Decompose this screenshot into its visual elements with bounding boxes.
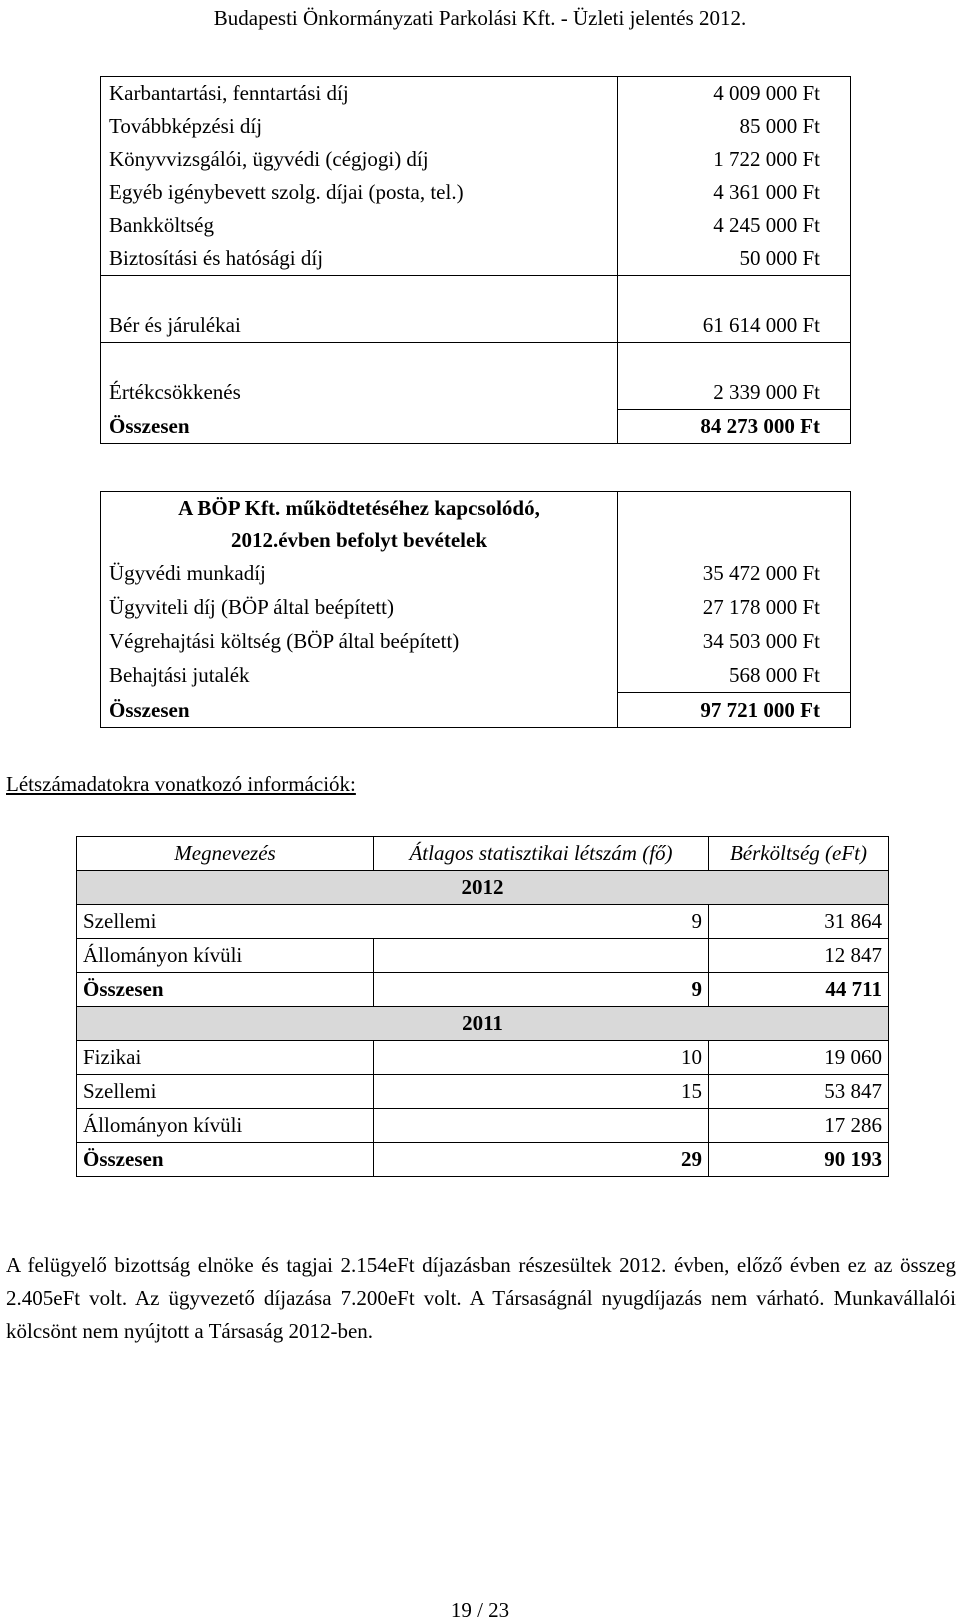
headcount-cost: 31 864 (709, 905, 889, 939)
revenues-table (100, 491, 851, 728)
column-header: Megnevezés (77, 837, 374, 871)
costs-total-value: 84 273 000 Ft (618, 410, 851, 444)
year-row (77, 871, 889, 905)
headcount-count: 9 (374, 973, 709, 1007)
headcount-cost: 53 847 (709, 1075, 889, 1109)
table-row (101, 376, 851, 410)
year-row (77, 1007, 889, 1041)
table-row (101, 658, 851, 693)
revenues-title (101, 492, 618, 557)
cost-label: Egyéb igénybevett szolg. díjai (posta, tel.) (101, 176, 618, 209)
headcount-count: 10 (374, 1041, 709, 1075)
headcount-cost: 44 711 (709, 973, 889, 1007)
cost-value: 4 009 000 Ft (618, 77, 851, 111)
table-row (101, 556, 851, 590)
table-row (77, 905, 889, 939)
costs-table (100, 76, 851, 444)
cost-value: 4 361 000 Ft (618, 176, 851, 209)
costs-total-label: Összesen (101, 410, 618, 444)
year-label: 2011 (77, 1007, 889, 1041)
column-header: Bérköltség (eFt) (709, 837, 889, 871)
revenue-value: 35 472 000 Ft (618, 556, 851, 590)
table-row (77, 1075, 889, 1109)
revenue-label: Behajtási jutalék (101, 658, 618, 693)
revenues-total-label: Összesen (101, 693, 618, 728)
revenue-label: Ügyvédi munkadíj (101, 556, 618, 590)
depreciation-label: Értékcsökkenés (101, 376, 618, 410)
revenue-value: 568 000 Ft (618, 658, 851, 693)
revenues-total-value: 97 721 000 Ft (618, 693, 851, 728)
headcount-section-title: Létszámadatokra vonatkozó információk: (6, 772, 356, 796)
headcount-name: Összesen (77, 973, 374, 1007)
cost-value: 50 000 Ft (618, 242, 851, 276)
headcount-name: Szellemi (77, 905, 374, 939)
table-row (101, 242, 851, 276)
cost-label: Biztosítási és hatósági díj (101, 242, 618, 276)
cost-label: Karbantartási, fenntartási díj (101, 77, 618, 111)
table-row (77, 1143, 889, 1177)
revenue-label: Végrehajtási költség (BÖP által beépített) (101, 624, 618, 658)
headcount-name: Fizikai (77, 1041, 374, 1075)
headcount-name: Összesen (77, 1143, 374, 1177)
headcount-count: 15 (374, 1075, 709, 1109)
cost-value: 85 000 Ft (618, 110, 851, 143)
empty-cell (618, 343, 851, 377)
empty-cell (101, 343, 618, 377)
revenue-value: 34 503 000 Ft (618, 624, 851, 658)
table-row (77, 939, 889, 973)
cost-label: Bankköltség (101, 209, 618, 242)
cost-label: Továbbképzési díj (101, 110, 618, 143)
headcount-table (76, 836, 889, 1177)
cost-value: 4 245 000 Ft (618, 209, 851, 242)
headcount-cost: 12 847 (709, 939, 889, 973)
revenue-value: 27 178 000 Ft (618, 590, 851, 624)
table-row (77, 973, 889, 1007)
table-row (101, 624, 851, 658)
table-row (77, 1041, 889, 1075)
table-row (101, 492, 851, 557)
empty-cell (618, 276, 851, 310)
headcount-name: Állományon kívüli (77, 939, 374, 973)
headcount-name: Szellemi (77, 1075, 374, 1109)
table-row (101, 276, 851, 310)
table-row (101, 309, 851, 343)
table-row (101, 110, 851, 143)
table-row (101, 693, 851, 728)
table-header-row (77, 837, 889, 871)
table-row (101, 143, 851, 176)
table-row (101, 590, 851, 624)
table-row (101, 410, 851, 444)
year-label: 2012 (77, 871, 889, 905)
table-row (77, 1109, 889, 1143)
headcount-cost: 17 286 (709, 1109, 889, 1143)
revenue-label: Ügyviteli díj (BÖP által beépített) (101, 590, 618, 624)
table-row (101, 176, 851, 209)
headcount-cost: 90 193 (709, 1143, 889, 1177)
wages-value: 61 614 000 Ft (618, 309, 851, 343)
headcount-count (374, 1109, 709, 1143)
headcount-count: 29 (374, 1143, 709, 1177)
headcount-count: 9 (374, 905, 709, 939)
body-paragraph: A felügyelő bizottság elnöke és tagjai 2.154eFt díjazásban részesültek 2012. évben, előző évben ez az összeg 2.405eFt volt. Az ügyvezető díjazása 7.200eFt volt. A Társaságnál nyugdíjazás nem várható. Munkavállalói kölcsönt nem nyújtott a Társaság 2012-ben. (6, 1253, 956, 1343)
wages-label: Bér és járulékai (101, 309, 618, 343)
table-row (101, 209, 851, 242)
empty-cell (618, 492, 851, 557)
revenues-title-line1: A BÖP Kft. működtetéséhez kapcsolódó, (178, 496, 540, 520)
table-row (101, 77, 851, 111)
cost-value: 1 722 000 Ft (618, 143, 851, 176)
headcount-cost: 19 060 (709, 1041, 889, 1075)
page-number: 19 / 23 (450, 1598, 510, 1622)
revenues-title-line2: 2012.évben befolyt bevételek (230, 528, 488, 552)
column-header: Átlagos statisztikai létszám (fő) (374, 837, 709, 871)
empty-cell (101, 276, 618, 310)
headcount-name: Állományon kívüli (77, 1109, 374, 1143)
table-row (101, 343, 851, 377)
depreciation-value: 2 339 000 Ft (618, 376, 851, 410)
cost-label: Könyvvizsgálói, ügyvédi (cégjogi) díj (101, 143, 618, 176)
headcount-count (374, 939, 709, 973)
page-header: Budapesti Önkormányzati Parkolási Kft. - Üzleti jelentés 2012. (213, 6, 747, 30)
